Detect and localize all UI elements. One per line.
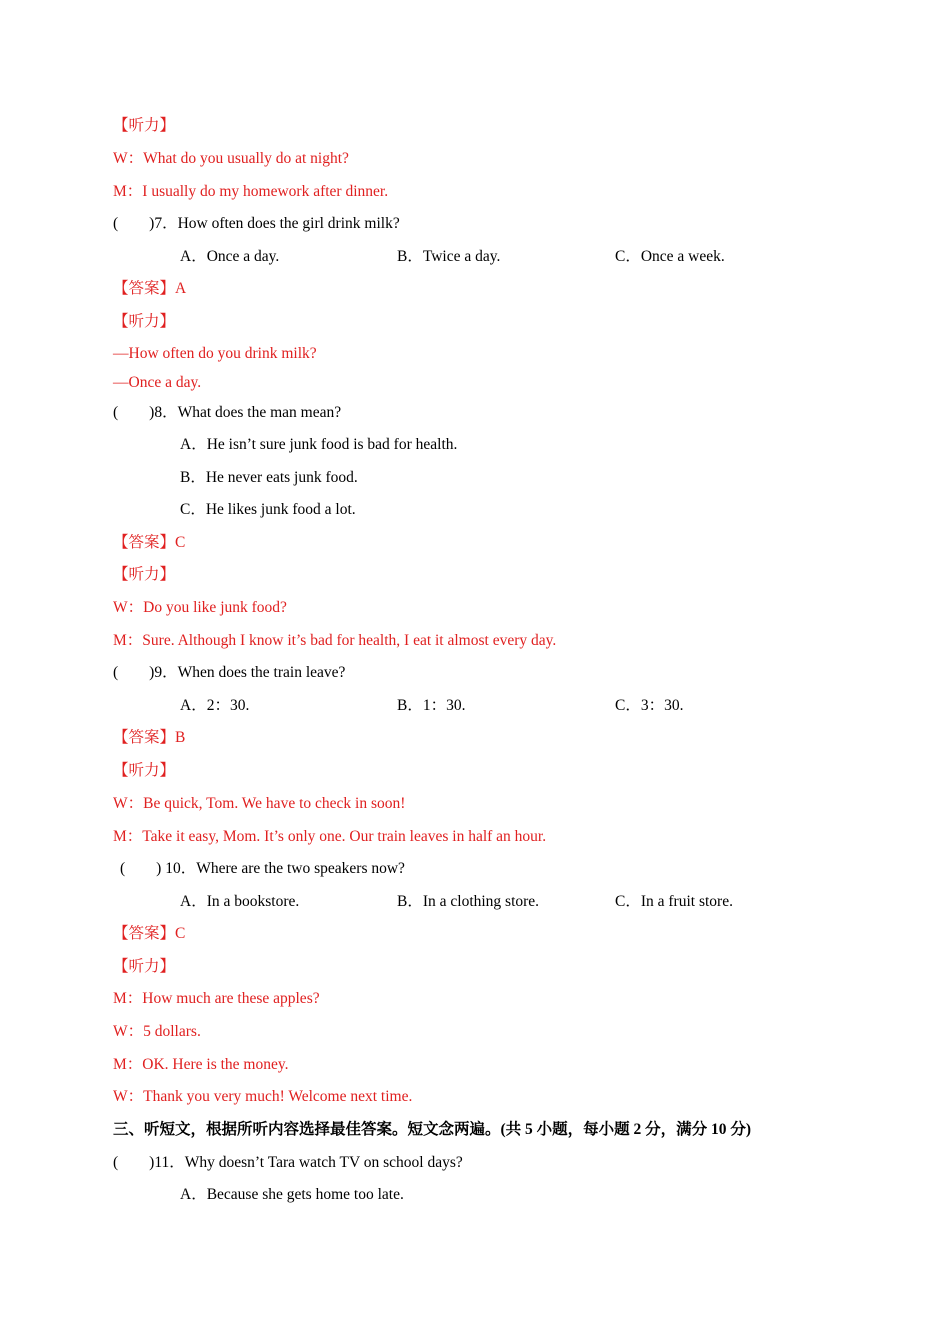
section-heading: 三、听短文，根据所听内容选择最佳答案。短文念两遍。(共 5 小题，每小题 2 分，满分 10 分) [113,1121,752,1138]
option-a: A．Once a day. [180,248,280,265]
listening-label: 【听力】 [113,313,176,330]
transcript-line: W：5 dollars. [113,1023,201,1040]
question-11: ( )11．Why doesn’t Tara watch TV on school days? [113,1154,463,1171]
option-c: C．He likes junk food a lot. [180,501,356,518]
option-c: C．3：30. [615,697,684,714]
option-c: C．In a fruit store. [615,893,733,910]
transcript-line: M：I usually do my homework after dinner. [113,183,389,200]
question-7: ( )7．How often does the girl drink milk? [113,215,400,232]
option-b: B．In a clothing store. [397,893,540,910]
transcript-line: M：Take it easy, Mom. It’s only one. Our train leaves in half an hour. [113,828,547,845]
option-b: B．He never eats junk food. [180,469,358,486]
transcript-line: M：How much are these apples? [113,990,320,1007]
answer-label: 【答案】C [113,925,186,942]
option-a: A．In a bookstore. [180,893,300,910]
question-9: ( )9．When does the train leave? [113,664,346,681]
option-a: A．2：30. [180,697,250,714]
transcript-line: —Once a day. [113,374,202,391]
option-a: A．Because she gets home too late. [180,1186,404,1203]
transcript-line: M：Sure. Although I know it’s bad for health, I eat it almost every day. [113,632,557,649]
question-8: ( )8．What does the man mean? [113,404,342,421]
option-a: A．He isn’t sure junk food is bad for health. [180,436,458,453]
option-b: B．1：30. [397,697,466,714]
transcript-line: W：What do you usually do at night? [113,150,349,167]
option-b: B．Twice a day. [397,248,501,265]
listening-label: 【听力】 [113,958,176,975]
transcript-line: W：Thank you very much! Welcome next time. [113,1088,413,1105]
question-10: ( ) 10．Where are the two speakers now? [120,860,405,877]
answer-label: 【答案】C [113,534,186,551]
transcript-line: —How often do you drink milk? [113,345,317,362]
listening-label: 【听力】 [113,566,176,583]
transcript-line: M：OK. Here is the money. [113,1056,289,1073]
answer-label: 【答案】A [113,280,187,297]
transcript-line: W：Be quick, Tom. We have to check in soon! [113,795,406,812]
transcript-line: W：Do you like junk food? [113,599,287,616]
answer-label: 【答案】B [113,729,186,746]
option-c: C．Once a week. [615,248,725,265]
listening-label: 【听力】 [113,762,176,779]
listening-label: 【听力】 [113,117,176,134]
